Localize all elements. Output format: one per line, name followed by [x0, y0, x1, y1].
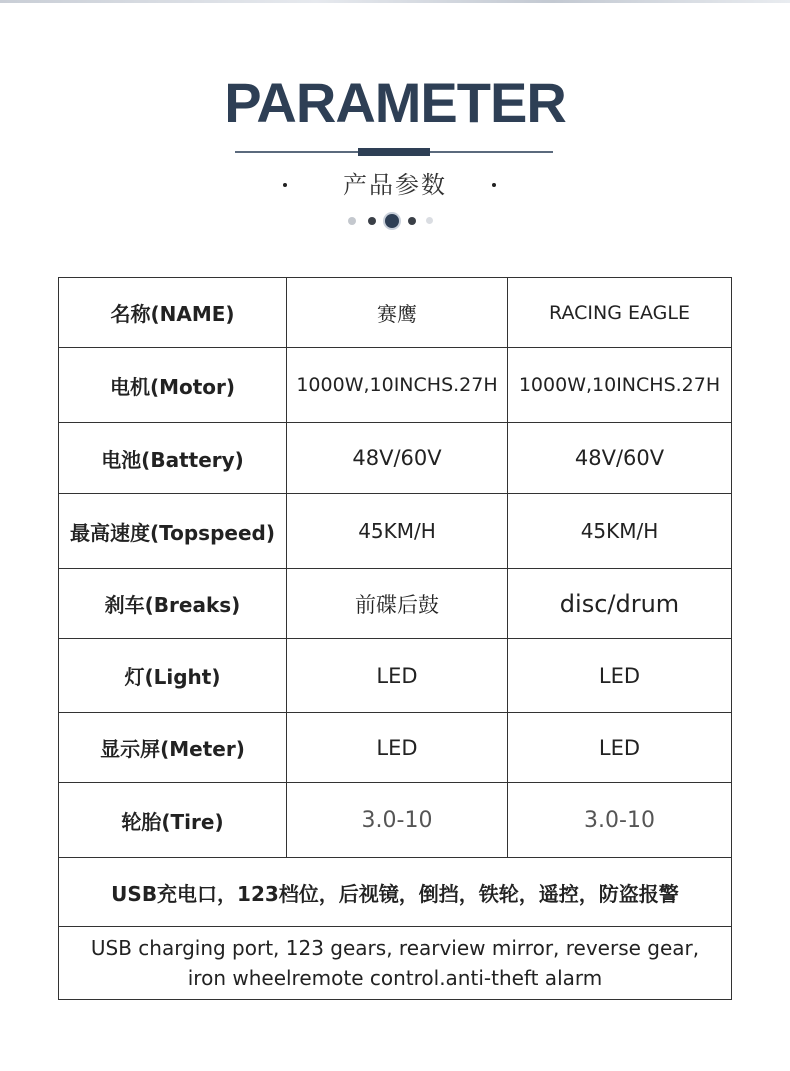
page-title: PARAMETER: [224, 71, 566, 134]
value-cn: 3.0-10: [287, 783, 508, 858]
indicator-dot: [408, 217, 416, 225]
table-row: [59, 783, 732, 858]
title-underline-accent: [358, 148, 430, 156]
features-chinese: USB充电口，123档位，后视镜，倒挡，铁轮，遥控，防盗报警: [59, 858, 732, 927]
table-row-features-cn: [59, 858, 732, 927]
table-row: [59, 278, 732, 348]
value-en: 1000W,10INCHS.27H: [508, 348, 732, 423]
value-en: 3.0-10: [508, 783, 732, 858]
row-label: 最高速度(Topspeed): [59, 494, 287, 569]
table-row: [59, 639, 732, 713]
page-subtitle: 产品参数: [343, 171, 447, 199]
bullet-dot-right: [492, 183, 496, 187]
row-label: 刹车(Breaks): [59, 569, 287, 639]
row-label: 灯(Light): [59, 639, 287, 713]
table-row: [59, 494, 732, 569]
parameter-table: [58, 277, 732, 1000]
value-en: LED: [508, 713, 732, 783]
table-row: [59, 569, 732, 639]
value-en: disc/drum: [508, 569, 732, 639]
value-en: 45KM/H: [508, 494, 732, 569]
table-row: [59, 713, 732, 783]
top-decorative-strip: [0, 0, 790, 3]
value-cn: 前碟后鼓: [287, 569, 508, 639]
features-english-line-2: iron wheelremote control.anti-theft alarm: [187, 966, 603, 990]
indicator-dot-active: [385, 214, 399, 228]
value-en: 48V/60V: [508, 423, 732, 494]
row-label: 电机(Motor): [59, 348, 287, 423]
value-en: RACING EAGLE: [508, 278, 732, 348]
value-cn: LED: [287, 713, 508, 783]
features-english-line-1: USB charging port, 123 gears, rearview mirror, reverse gear,: [90, 936, 700, 960]
table-row: [59, 348, 732, 423]
value-cn: 45KM/H: [287, 494, 508, 569]
value-cn: 1000W,10INCHS.27H: [287, 348, 508, 423]
value-cn: LED: [287, 639, 508, 713]
carousel-indicator: [0, 212, 790, 230]
table-row: [59, 423, 732, 494]
indicator-dot: [348, 217, 356, 225]
subtitle-row: [0, 168, 790, 202]
value-cn: 48V/60V: [287, 423, 508, 494]
row-label: 轮胎(Tire): [59, 783, 287, 858]
row-label: 显示屏(Meter): [59, 713, 287, 783]
table-row-features-en: [59, 927, 732, 1000]
indicator-dot: [368, 217, 376, 225]
indicator-dot: [426, 217, 433, 224]
row-label: 名称(NAME): [59, 278, 287, 348]
features-english: [59, 927, 732, 1000]
value-en: LED: [508, 639, 732, 713]
value-cn: 赛鹰: [287, 278, 508, 348]
row-label: 电池(Battery): [59, 423, 287, 494]
